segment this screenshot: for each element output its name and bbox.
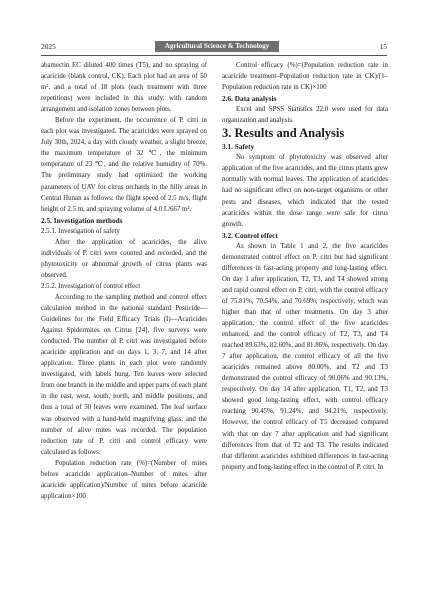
page-number: 15	[379, 42, 387, 51]
header-rule	[41, 55, 387, 56]
header-year: 2025	[41, 42, 56, 51]
formula-population-reduction: Population reduction rate (%)=(Number of mites before acaricide application–Number of mites after acaricide application)/Number of mites before acaricide application×100	[41, 459, 207, 500]
paragraph-experiment: Before the experiment, the occurrence of P. citri in each plot was investigated. The acaricides were sprayed on July 30th, 2024, a day with cloudy weather, a slight breeze, the maximum temperature of 32 ℃, the minimum temperature of 23 ℃, and the relative humidity of 70%. The preliminary study had optimized the working parameters of UAV for citrus orchards in the hilly areas in Central Hunan as follows: the flight speed of 2.5 m/s, flight height of 2.5 m, and spraying volume of 4.0 L/667 m².	[41, 117, 207, 213]
paragraph-control-effect: As shown in Table 1 and 2, the five acaricides demonstrated control effect on P. citri but had significant differences in fast-acting property and long-lasting effect. On day 1 after application, T2, T3, and T4 showed strong and rapid control effect on P. citri, with the control efficacy of 75.81%, 70.54%, and 70.69%, respectively, which was higher than that of other treatments. On day 3 after application, the control effect of the five acaricides enhanced, and the control efficacy of T2, T3, and T4 reached 89.63%, 82.60%, and 81.86%, respectively. On day 7 after application, the control efficacy of all the five acaricides remained above 80.00%, and T2 and T3 demonstrated the control efficacy of 90.06% and 90.13%, respectively. On day 14 after application, T1, T2, and T3 showed good long-lasting effect, with control efficacy reaching 90.45%, 91.24%, and 94.21%, respectively. However, the control efficacy of T5 decreased compared with that on day 7 after application and had significant differences from that of T2 and T3. The results indicated that different acaricides exhibited differences in fast-acting property and long-lasting effect in the control of P. citri. In	[222, 242, 388, 471]
heading-results-analysis: 3. Results and Analysis	[222, 126, 345, 141]
paragraph-data-analysis: Excel and SPSS Statistics 22.0 were used for data organization and analysis.	[222, 106, 388, 125]
right-column	[222, 60, 388, 473]
journal-name-banner: Agricultural Science & Technology	[155, 41, 279, 52]
paragraph-treatments: abamectin EC diluted 400 times (T5), and no spraying of acaricide (blank control, CK). Each plot had an area of 50 m², and a total of 18 plots (each treatment with three repetitions) were included in this study, with random arrangement and isolation zones between plots.	[41, 62, 207, 114]
paragraph-control-method: According to the sampling method and control effect calculation method in the national standard Pesticide—Guidelines for the Field Efficacy Trials (I)—Acaricides Against Spidermites on Citrus [24], five surveys were conducted. The number of P. citri was investigated before acaricide application and on days 1, 3, 7, and 14 after application. Three plants in each plot were randomly investigated, with labels hung. Ten leaves were selected from one branch in the middle and upper parts of each plant in the east, west, south, north, and middle positions, and thus a total of 50 leaves were examined. The leaf surface was observed with a hand-held magnifying glass, and the number of alive mites was recorded. The population reduction rate of P. citri and control efficacy were calculated as follows:	[41, 293, 207, 456]
heading-data-analysis: 2.6. Data analysis	[222, 94, 277, 104]
heading-investigation-safety: 2.5.1. Investigation of safety	[41, 227, 120, 235]
heading-control-effect: 3.2. Control effect	[222, 230, 278, 240]
heading-investigation-methods: 2.5. Investigation methods	[41, 215, 123, 225]
formula-control-efficacy: Control efficacy (%)=(Population reduction rate in acaricide treatment–Population reduction rate in CK)/(1–Population reduction rate in CK)×100	[222, 62, 388, 92]
heading-investigation-control: 2.5.2. Investigation of control effect	[41, 282, 141, 290]
page-header	[41, 41, 387, 53]
paragraph-safety-method: After the application of acaricides, the alive individuals of P. citri were counted and recorded, and the phytotoxicity or abnormal growth of citrus plants was observed.	[41, 238, 207, 279]
left-column	[41, 60, 207, 502]
heading-safety: 3.1. Safety	[222, 142, 255, 152]
paragraph-safety: No symptom of phytotoxicity was observed after application of the five acaricides, and the citrus plants grew normally with normal leaves. The application of acaricides had no significant effect on non-target organisms or other pests and diseases, which indicated that the tested acaricides within the dose range were safe for citrus growth.	[222, 154, 388, 228]
